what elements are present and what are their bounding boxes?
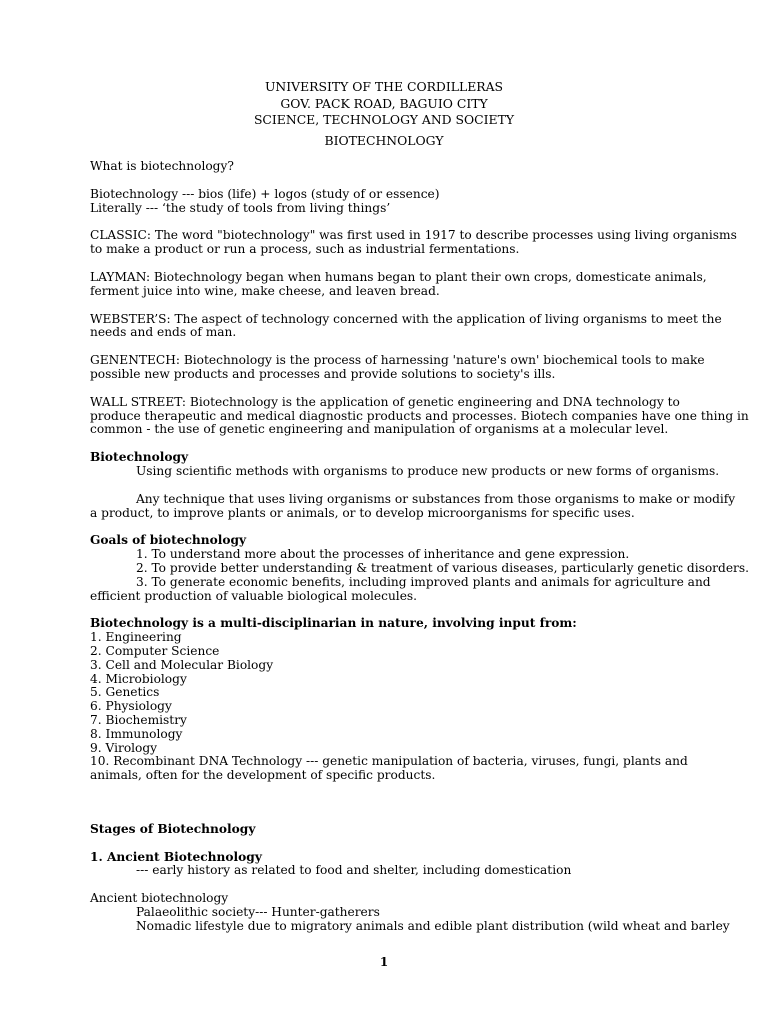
definition-line: needs and ends of man.: [90, 325, 237, 340]
definition-line: LAYMAN: Biotechnology began when humans began to plant their own crops, domesticate animals,: [90, 269, 707, 284]
section-heading: Goals of biotechnology: [90, 533, 247, 548]
definition-line: possible new products and processes and provide solutions to society's ills.: [90, 366, 556, 381]
section-heading: Biotechnology is a multi-disciplinarian in nature, involving input from:: [90, 616, 577, 631]
goal-item: 2. To provide better understanding & treatment of various diseases, particularly genetic disorders.: [136, 560, 749, 575]
paragraph-line: Using scientific methods with organisms to produce new products or new forms of organisms.: [136, 463, 720, 478]
list-item: 3. Cell and Molecular Biology: [90, 657, 274, 672]
list-item: 10. Recombinant DNA Technology --- genetic manipulation of bacteria, viruses, fungi, plants and: [90, 754, 688, 769]
document-header: [0, 79, 768, 129]
definition-line: WALL STREET: Biotechnology is the application of genetic engineering and DNA technology to: [90, 394, 680, 409]
definition-line: common - the use of genetic engineering and manipulation of organisms at a molecular level.: [90, 422, 669, 437]
definition-line: ferment juice into wine, make cheese, and leaven bread.: [90, 283, 440, 298]
goal-item: 1. To understand more about the processes of inheritance and gene expression.: [136, 547, 630, 562]
subsection-title: Ancient biotechnology: [90, 891, 229, 906]
definition-line: WEBSTER’S: The aspect of technology concerned with the application of living organisms to meet the: [90, 311, 722, 326]
paragraph-line: Nomadic lifestyle due to migratory animals and edible plant distribution (wild wheat and barley: [136, 918, 730, 933]
list-item: 8. Immunology: [90, 726, 183, 741]
definition-line: CLASSIC: The word "biotechnology" was first used in 1917 to describe processes using living organisms: [90, 228, 737, 243]
section-heading: Biotechnology: [90, 450, 189, 465]
definition-line: produce therapeutic and medical diagnostic products and processes. Biotech companies have one thing in: [90, 408, 749, 423]
list-item: 6. Physiology: [90, 699, 172, 714]
page-number: 1: [379, 955, 389, 969]
goal-item: efficient production of valuable biological molecules.: [90, 588, 418, 603]
subsection-heading: 1. Ancient Biotechnology: [90, 849, 262, 864]
list-item: 9. Virology: [90, 740, 158, 755]
university-name: UNIVERSITY OF THE CORDILLERAS: [264, 79, 504, 94]
list-item: animals, often for the development of specific products.: [90, 768, 436, 783]
course-name: SCIENCE, TECHNOLOGY AND SOCIETY: [253, 112, 515, 127]
etymology-line: Literally --- ‘the study of tools from living things’: [90, 200, 391, 215]
list-item: 5. Genetics: [90, 685, 160, 700]
definition-line: to make a product or run a process, such as industrial fermentations.: [90, 242, 520, 257]
list-item: 1. Engineering: [90, 630, 182, 645]
university-address: GOV. PACK ROAD, BAGUIO CITY: [280, 95, 488, 111]
intro-question: What is biotechnology?: [90, 159, 234, 173]
paragraph-line: Palaeolithic society--- Hunter-gatherers: [136, 905, 380, 920]
etymology-line: Biotechnology --- bios (life) + logos (study of or essence): [90, 186, 440, 201]
paragraph-line: a product, to improve plants or animals, or to develop microorganisms for specific uses.: [90, 505, 635, 520]
list-item: 4. Microbiology: [90, 671, 187, 686]
document-title: BIOTECHNOLOGY: [324, 133, 444, 148]
paragraph-line: --- early history as related to food and shelter, including domestication: [136, 863, 572, 878]
definition-line: GENENTECH: Biotechnology is the process of harnessing 'nature's own' biochemical tools to make: [90, 353, 705, 368]
list-item: 2. Computer Science: [90, 643, 220, 658]
goal-item: 3. To generate economic benefits, including improved plants and animals for agriculture and: [136, 574, 711, 589]
document-body: [90, 159, 749, 934]
paragraph-line: Any technique that uses living organisms or substances from those organisms to make or modify: [136, 491, 736, 506]
list-item: 7. Biochemistry: [90, 712, 187, 727]
section-heading: Stages of Biotechnology: [90, 821, 256, 836]
